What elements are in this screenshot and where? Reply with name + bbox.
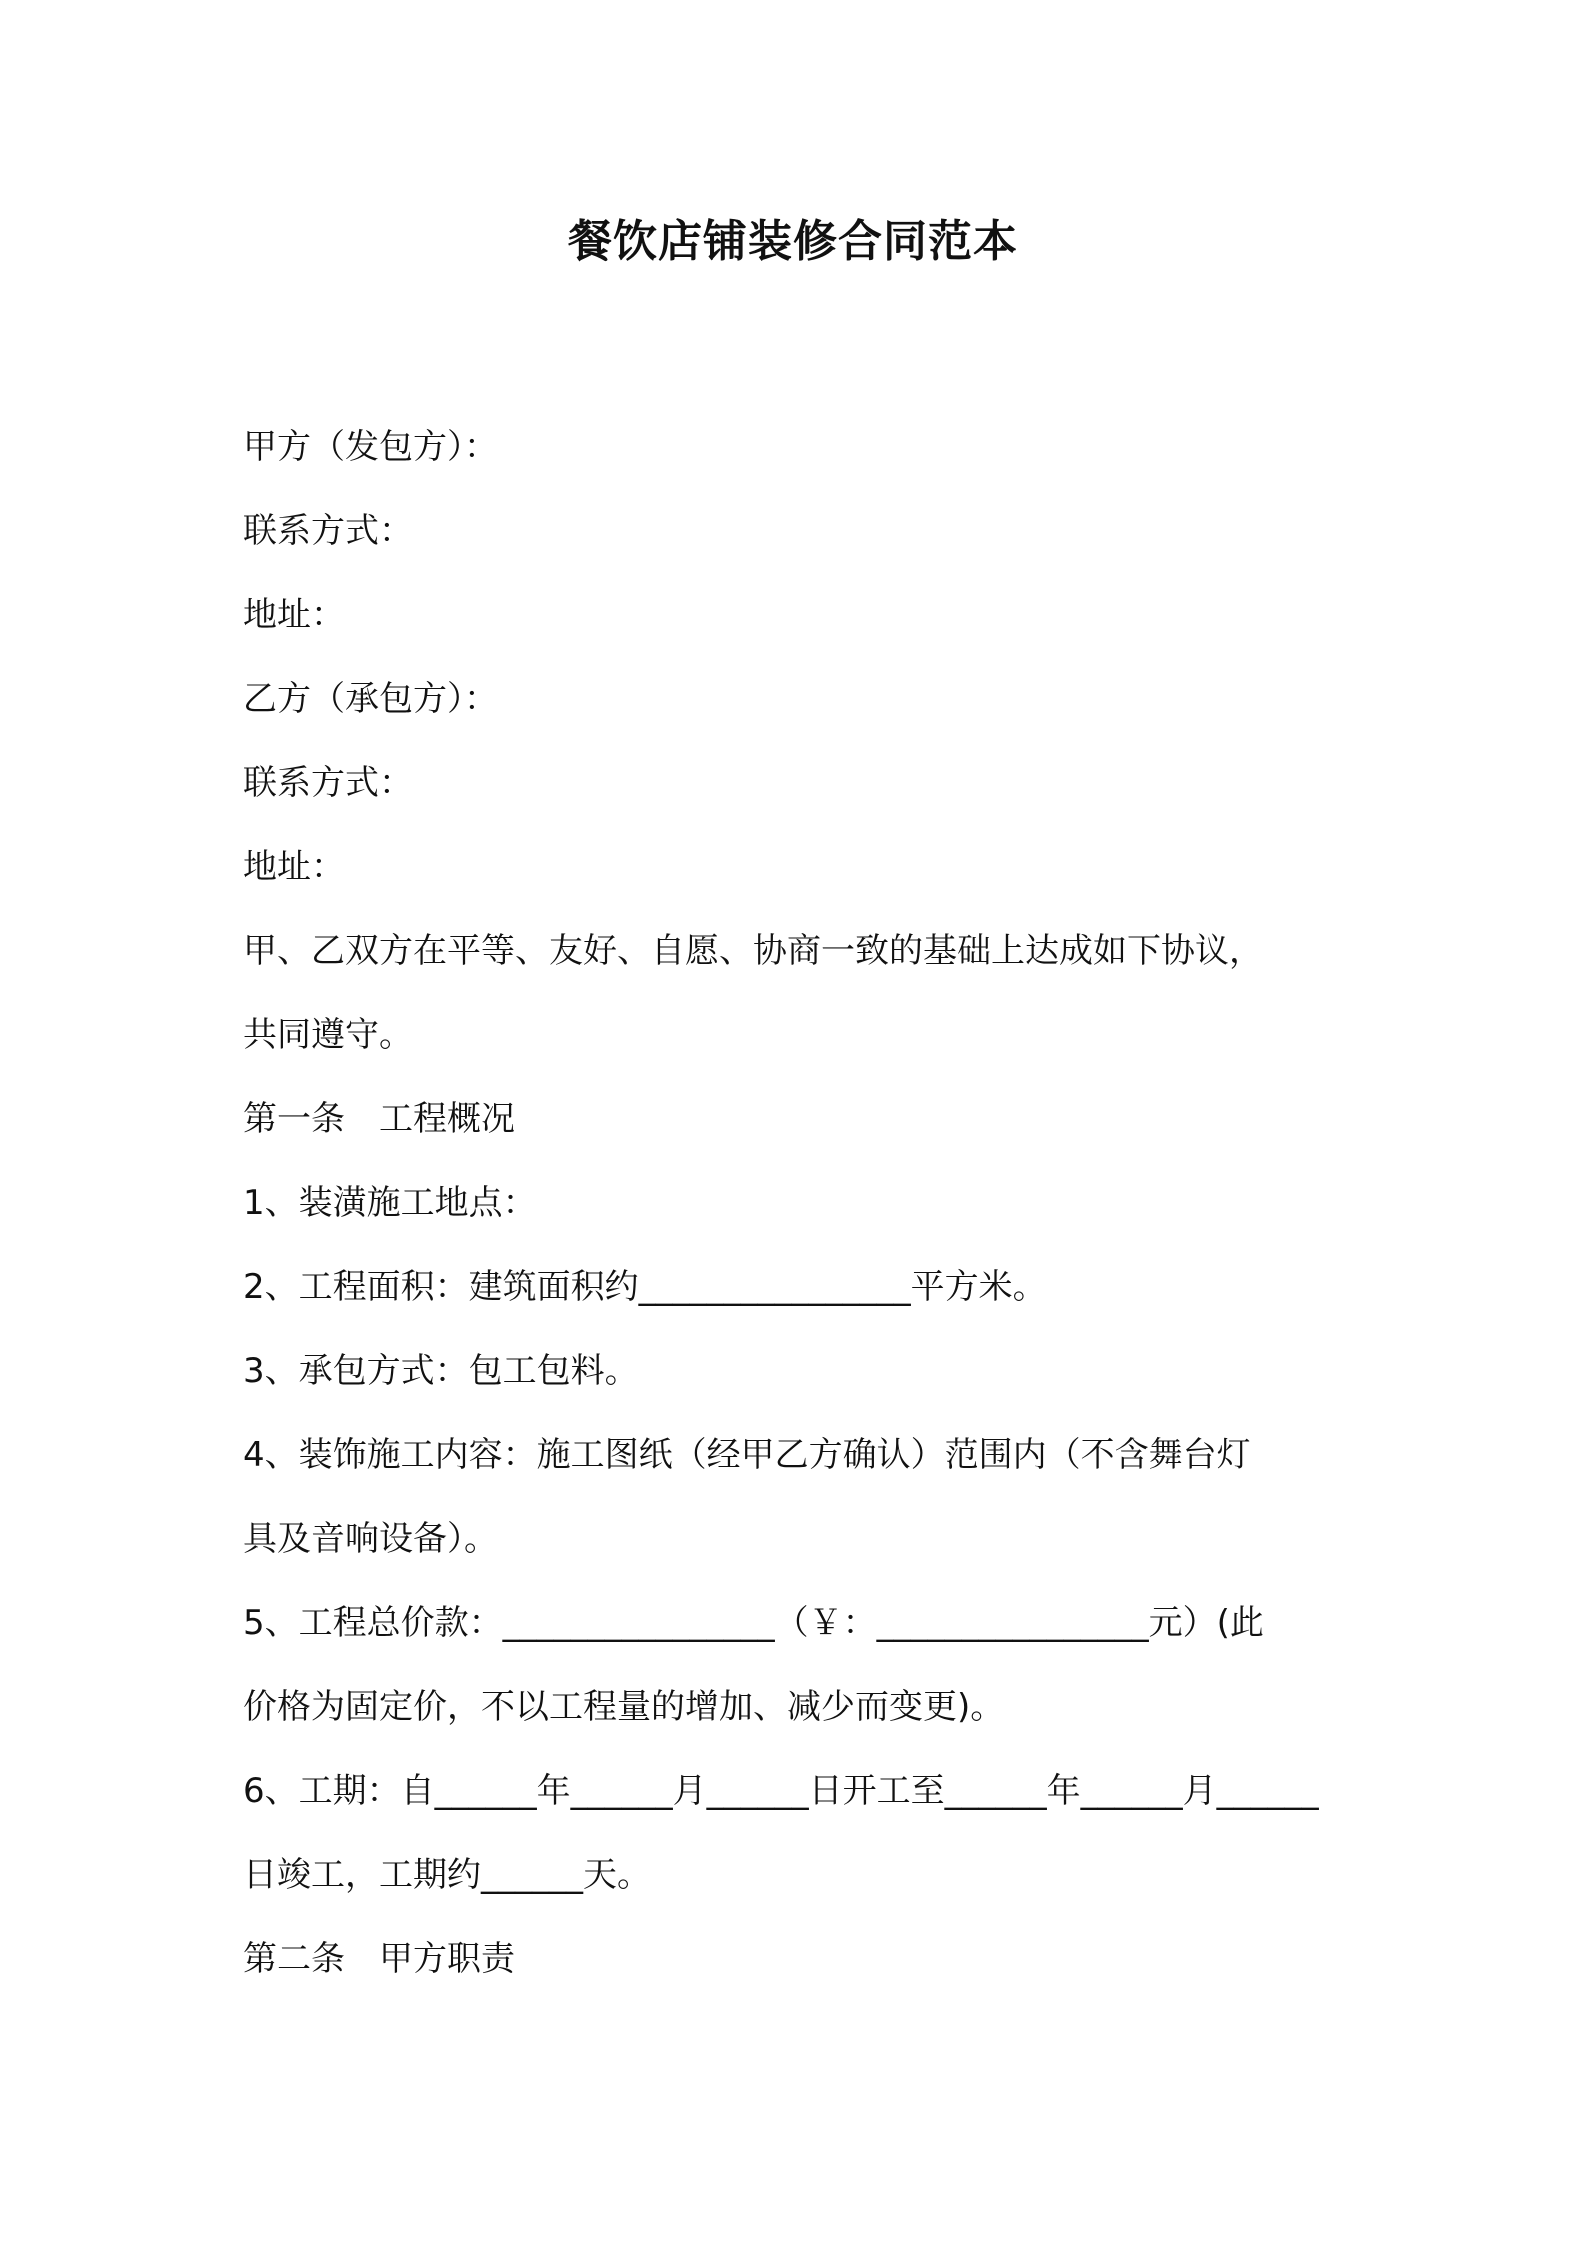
article-1-item-5-line-1: 5、工程总价款：________________（￥：________________元）(此 (243, 1603, 1264, 1643)
party-a-address-label: 地址： (243, 595, 345, 635)
agreement-intro-line-1: 甲、乙双方在平等、友好、自愿、协商一致的基础上达成如下协议， (243, 931, 1263, 971)
article-1-item-6-line-1: 6、工期：自______年______月______日开工至______年______月______ (243, 1771, 1319, 1811)
article-1-item-2: 2、工程面积：建筑面积约________________平方米。 (243, 1267, 1047, 1307)
article-1-item-6-line-2: 日竣工，工期约______天。 (243, 1855, 651, 1895)
document-body (243, 405, 1363, 2001)
document-title: 餐饮店铺装修合同范本 (568, 216, 1018, 267)
article-1-item-4-line-2: 具及音响设备）。 (243, 1519, 498, 1559)
article-1-item-5-line-2: 价格为固定价，不以工程量的增加、减少而变更)。 (243, 1687, 1005, 1727)
party-a-label: 甲方（发包方）： (243, 427, 498, 467)
article-2-heading: 第二条 甲方职责 (243, 1939, 515, 1979)
article-1-item-4-line-1: 4、装饰施工内容：施工图纸（经甲乙方确认）范围内（不含舞台灯 (243, 1435, 1251, 1475)
article-1-item-3: 3、承包方式：包工包料。 (243, 1351, 639, 1391)
party-b-address-label: 地址： (243, 847, 345, 887)
article-1-item-1: 1、装潢施工地点： (243, 1183, 537, 1223)
article-1-heading: 第一条 工程概况 (243, 1099, 515, 1139)
party-b-contact-label: 联系方式： (243, 763, 413, 803)
party-b-label: 乙方（承包方）： (243, 679, 498, 719)
party-a-contact-label: 联系方式： (243, 511, 413, 551)
agreement-intro-line-2: 共同遵守。 (243, 1015, 413, 1055)
